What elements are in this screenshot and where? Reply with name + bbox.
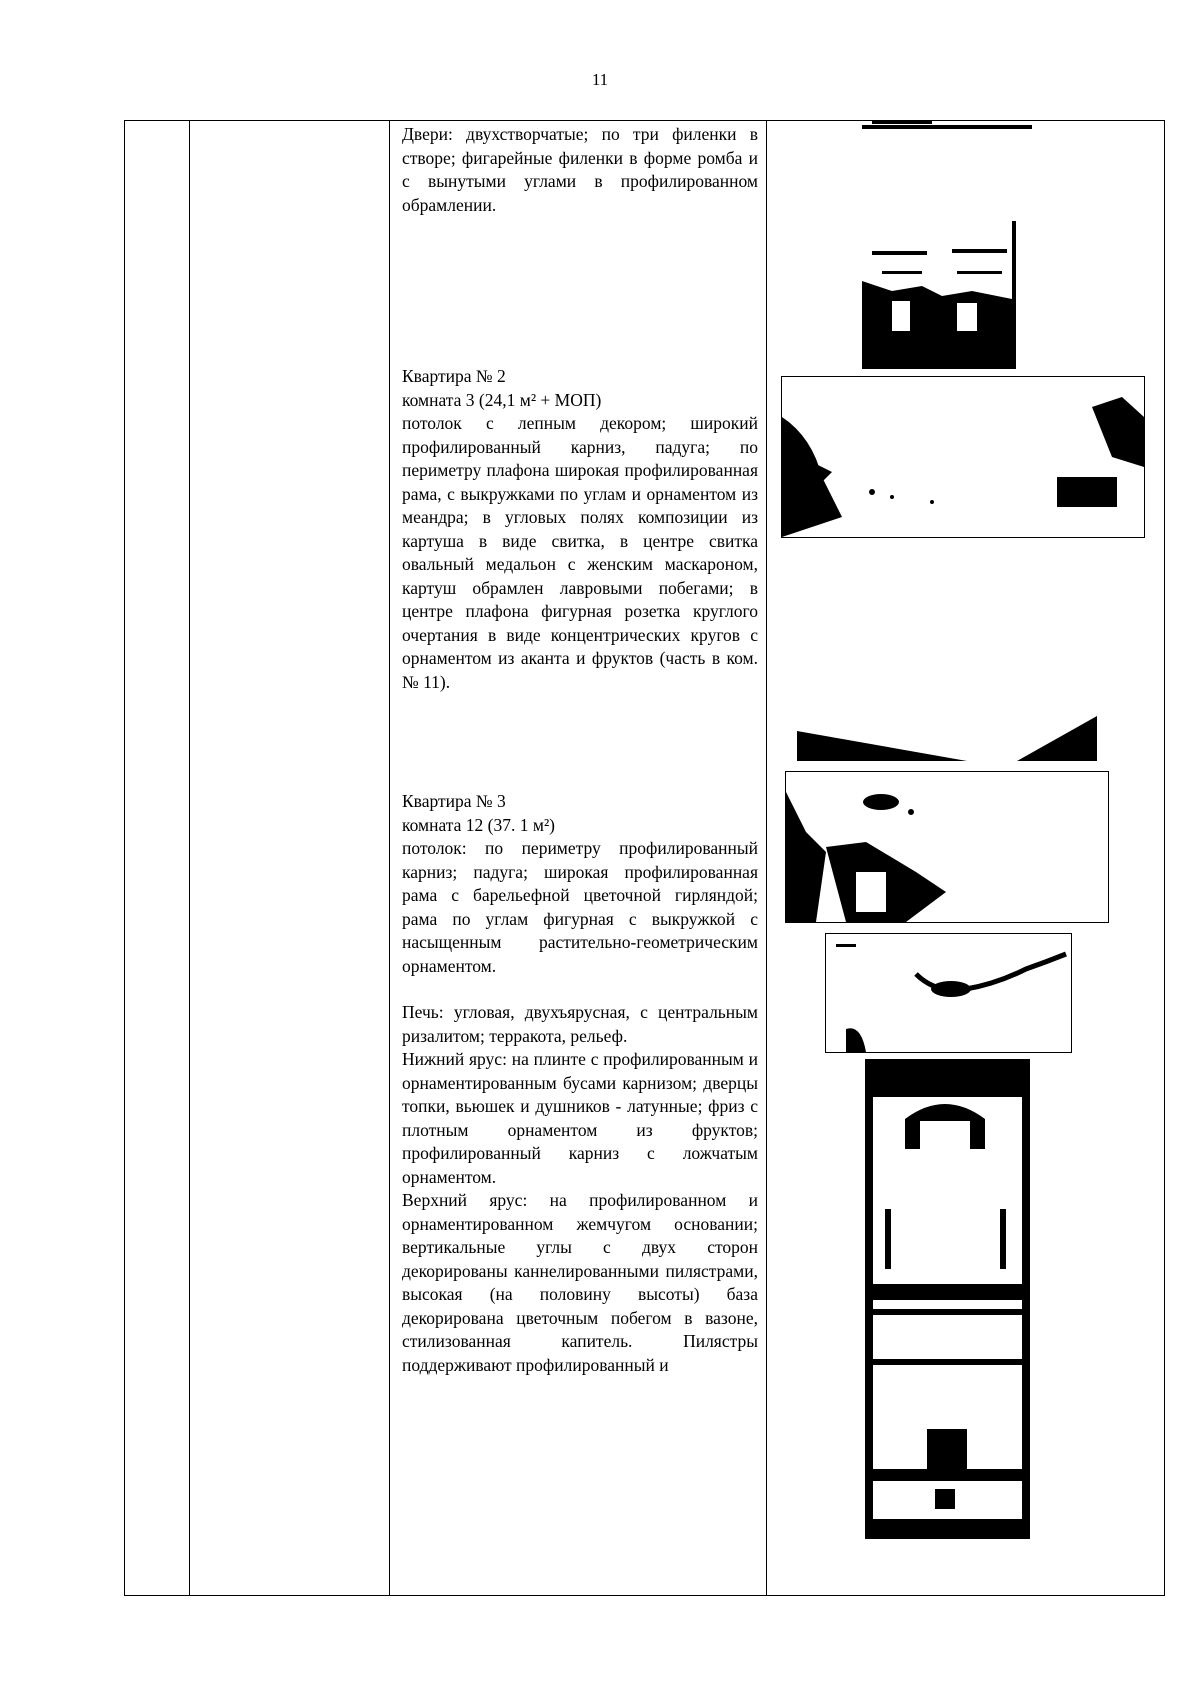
apt2-text: потолок с лепным декором; широкий профилированный карниз, падуга; по периметру плафона широкая профилированная рама, с выкружками по углам и орнаментом из меандра; в угловых полях композиции из картуша в виде свитка, в центре свитка овальный медальон с женским маскароном, картуш обрамлен лавровыми побегами; в центре плафона фигурная розетка круглого очертания в виде концентрических кругов с орнаментом из аканта и фруктов (часть в ком. № 11). [402, 413, 758, 692]
photo-apt3-top-fragment [797, 716, 1097, 761]
description-cell [390, 121, 767, 1596]
description-table [124, 120, 1165, 1596]
apt3-room: комната 12 (37. 1 м²) [402, 814, 556, 835]
apt3-title: Квартира № 3 [402, 791, 506, 811]
apt2-title: Квартира № 2 [402, 366, 506, 386]
photo-apt3-ceiling [785, 771, 1109, 923]
page-number: 11 [591, 70, 609, 89]
stove-upper-text: Верхний ярус: на профилированном и орнаментированном жемчугом основании; вертикальные углы с двух сторон декорированы каннелированными пилястрами, высокая (на половину высоты) база декорирована цветочным побегом в вазоне, стилизованная капитель. Пилястры поддерживают профилированный и [402, 1190, 758, 1375]
photo-door [862, 221, 1017, 369]
apt3-text: потолок: по периметру профилированный карниз; падуга; широкая профилированная рама с барельефной цветочной гирляндой; рама по углам фигурная с выкружкой с насыщенным растительно-геометрическим орнаментом. [402, 838, 758, 976]
photo-cell [767, 121, 1165, 1596]
photo-apt2-ceiling [781, 376, 1145, 538]
object-cell [190, 121, 390, 1596]
photo-stove [865, 1059, 1030, 1539]
stove-intro-text: Печь: угловая, двухъярусная, с центральным ризалитом; терракота, рельеф. [402, 1002, 758, 1046]
table-row [125, 121, 1165, 1596]
photo-apt3-ceiling-detail [825, 933, 1072, 1053]
apt2-room: комната 3 (24,1 м² + МОП) [402, 389, 602, 410]
photo-door-top-fragment [862, 121, 1032, 135]
number-cell [125, 121, 190, 1596]
doors-text: Двери: двухстворчатые; по три филенки в створе; фигарейные филенки в форме ромба и с вынутыми углами в профилированном обрамлении. [402, 124, 758, 215]
stove-lower-text: Нижний ярус: на плинте с профилированным и орнаментированным бусами карнизом; дверцы топки, вьюшек и душников - латунные; фриз с плотным орнаментом из фруктов; профилированный карниз с ложчатым орнаментом. [402, 1049, 758, 1187]
